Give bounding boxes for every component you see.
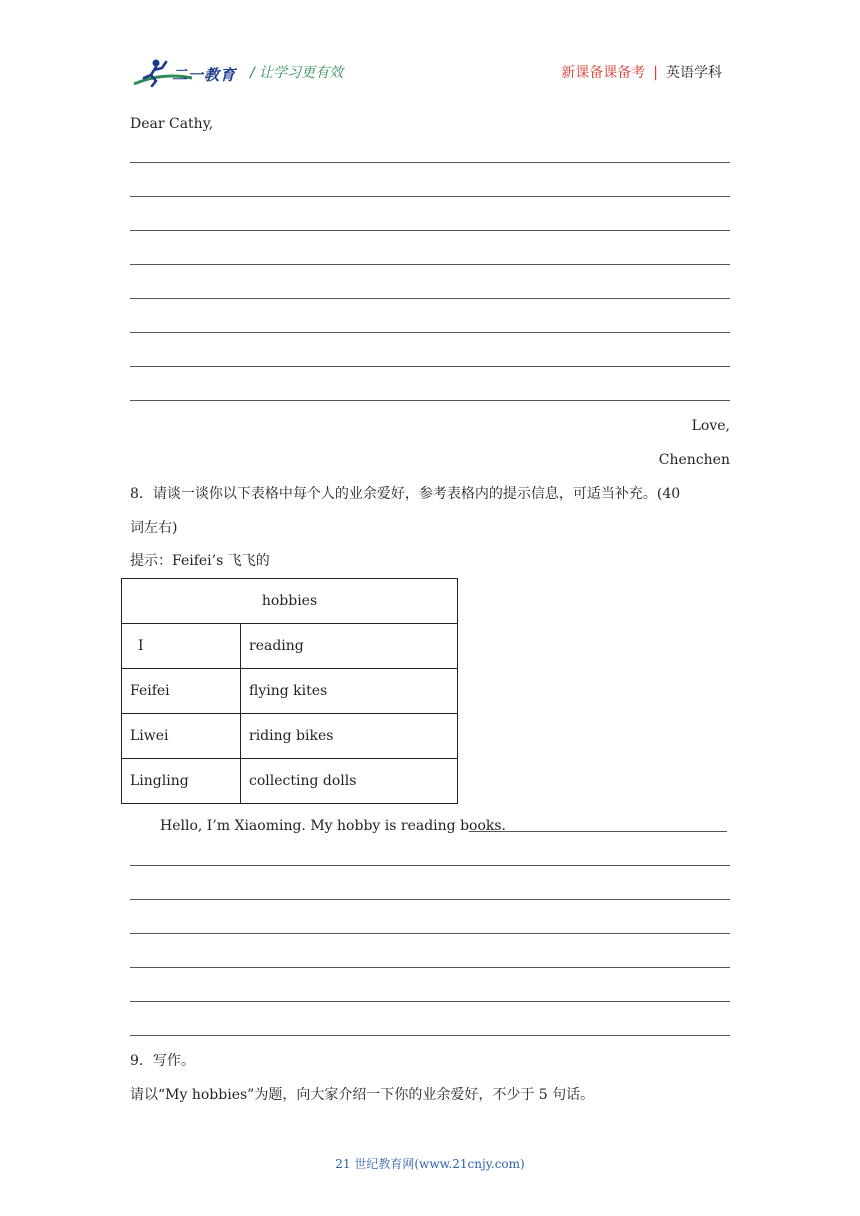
page-footer: 21 世纪教育网(www.21cnjy.com) xyxy=(335,1157,525,1171)
table-header-cell: hobbies xyxy=(122,579,458,624)
letter-signature: Chenchen xyxy=(658,452,730,468)
table-row xyxy=(122,624,458,669)
q8-starter-sentence: Hello, I’m Xiaoming. My hobby is reading books. xyxy=(160,818,507,834)
writing-line[interactable] xyxy=(130,899,730,900)
header-subject xyxy=(561,62,722,82)
table-cell-hobby: flying kites xyxy=(241,669,458,714)
letter-greeting: Dear Cathy, xyxy=(130,116,214,132)
letter-closing: Love, xyxy=(691,418,730,434)
writing-line[interactable] xyxy=(130,162,730,163)
header-subject-label: 英语学科 xyxy=(666,65,722,81)
writing-line[interactable] xyxy=(130,366,730,367)
table-row xyxy=(122,759,458,804)
writing-line[interactable] xyxy=(130,196,730,197)
writing-line[interactable] xyxy=(130,230,730,231)
table-cell-hobby: collecting dolls xyxy=(241,759,458,804)
table-cell-hobby: reading xyxy=(241,624,458,669)
writing-line[interactable] xyxy=(130,298,730,299)
writing-line[interactable] xyxy=(130,1035,730,1036)
table-row xyxy=(122,714,458,759)
q9-title: 9．写作。 xyxy=(130,1053,195,1069)
header-separator: | xyxy=(653,65,658,81)
table-cell-name: Lingling xyxy=(122,759,241,804)
q8-hint: 提示：Feifei’s 飞飞的 xyxy=(130,553,270,569)
brand-name: 二一教育 xyxy=(172,66,237,84)
q9-instruction: 请以“My hobbies”为题，向大家介绍一下你的业余爱好，不少于 5 句话。 xyxy=(130,1087,595,1103)
writing-line[interactable] xyxy=(130,1001,730,1002)
table-header-row xyxy=(122,579,458,624)
writing-line[interactable] xyxy=(130,865,730,866)
table-cell-hobby: riding bikes xyxy=(241,714,458,759)
writing-line-inline[interactable] xyxy=(469,831,727,832)
table-row xyxy=(122,669,458,714)
writing-line[interactable] xyxy=(130,332,730,333)
table-cell-name: I xyxy=(122,624,241,669)
writing-line[interactable] xyxy=(130,400,730,401)
hobbies-table xyxy=(121,578,458,804)
table-cell-name: Feifei xyxy=(122,669,241,714)
brand-slogan: / 让学习更有效 xyxy=(250,65,344,81)
writing-line[interactable] xyxy=(130,933,730,934)
writing-line[interactable] xyxy=(130,967,730,968)
writing-line[interactable] xyxy=(130,264,730,265)
table-cell-name: Liwei xyxy=(122,714,241,759)
q8-instruction-cont: 词左右) xyxy=(130,520,178,536)
header-course-label: 新课备课备考 xyxy=(561,65,646,81)
q8-instruction: 8．请谈一谈你以下表格中每个人的业余爱好，参考表格内的提示信息，可适当补充。(40 xyxy=(130,486,681,502)
